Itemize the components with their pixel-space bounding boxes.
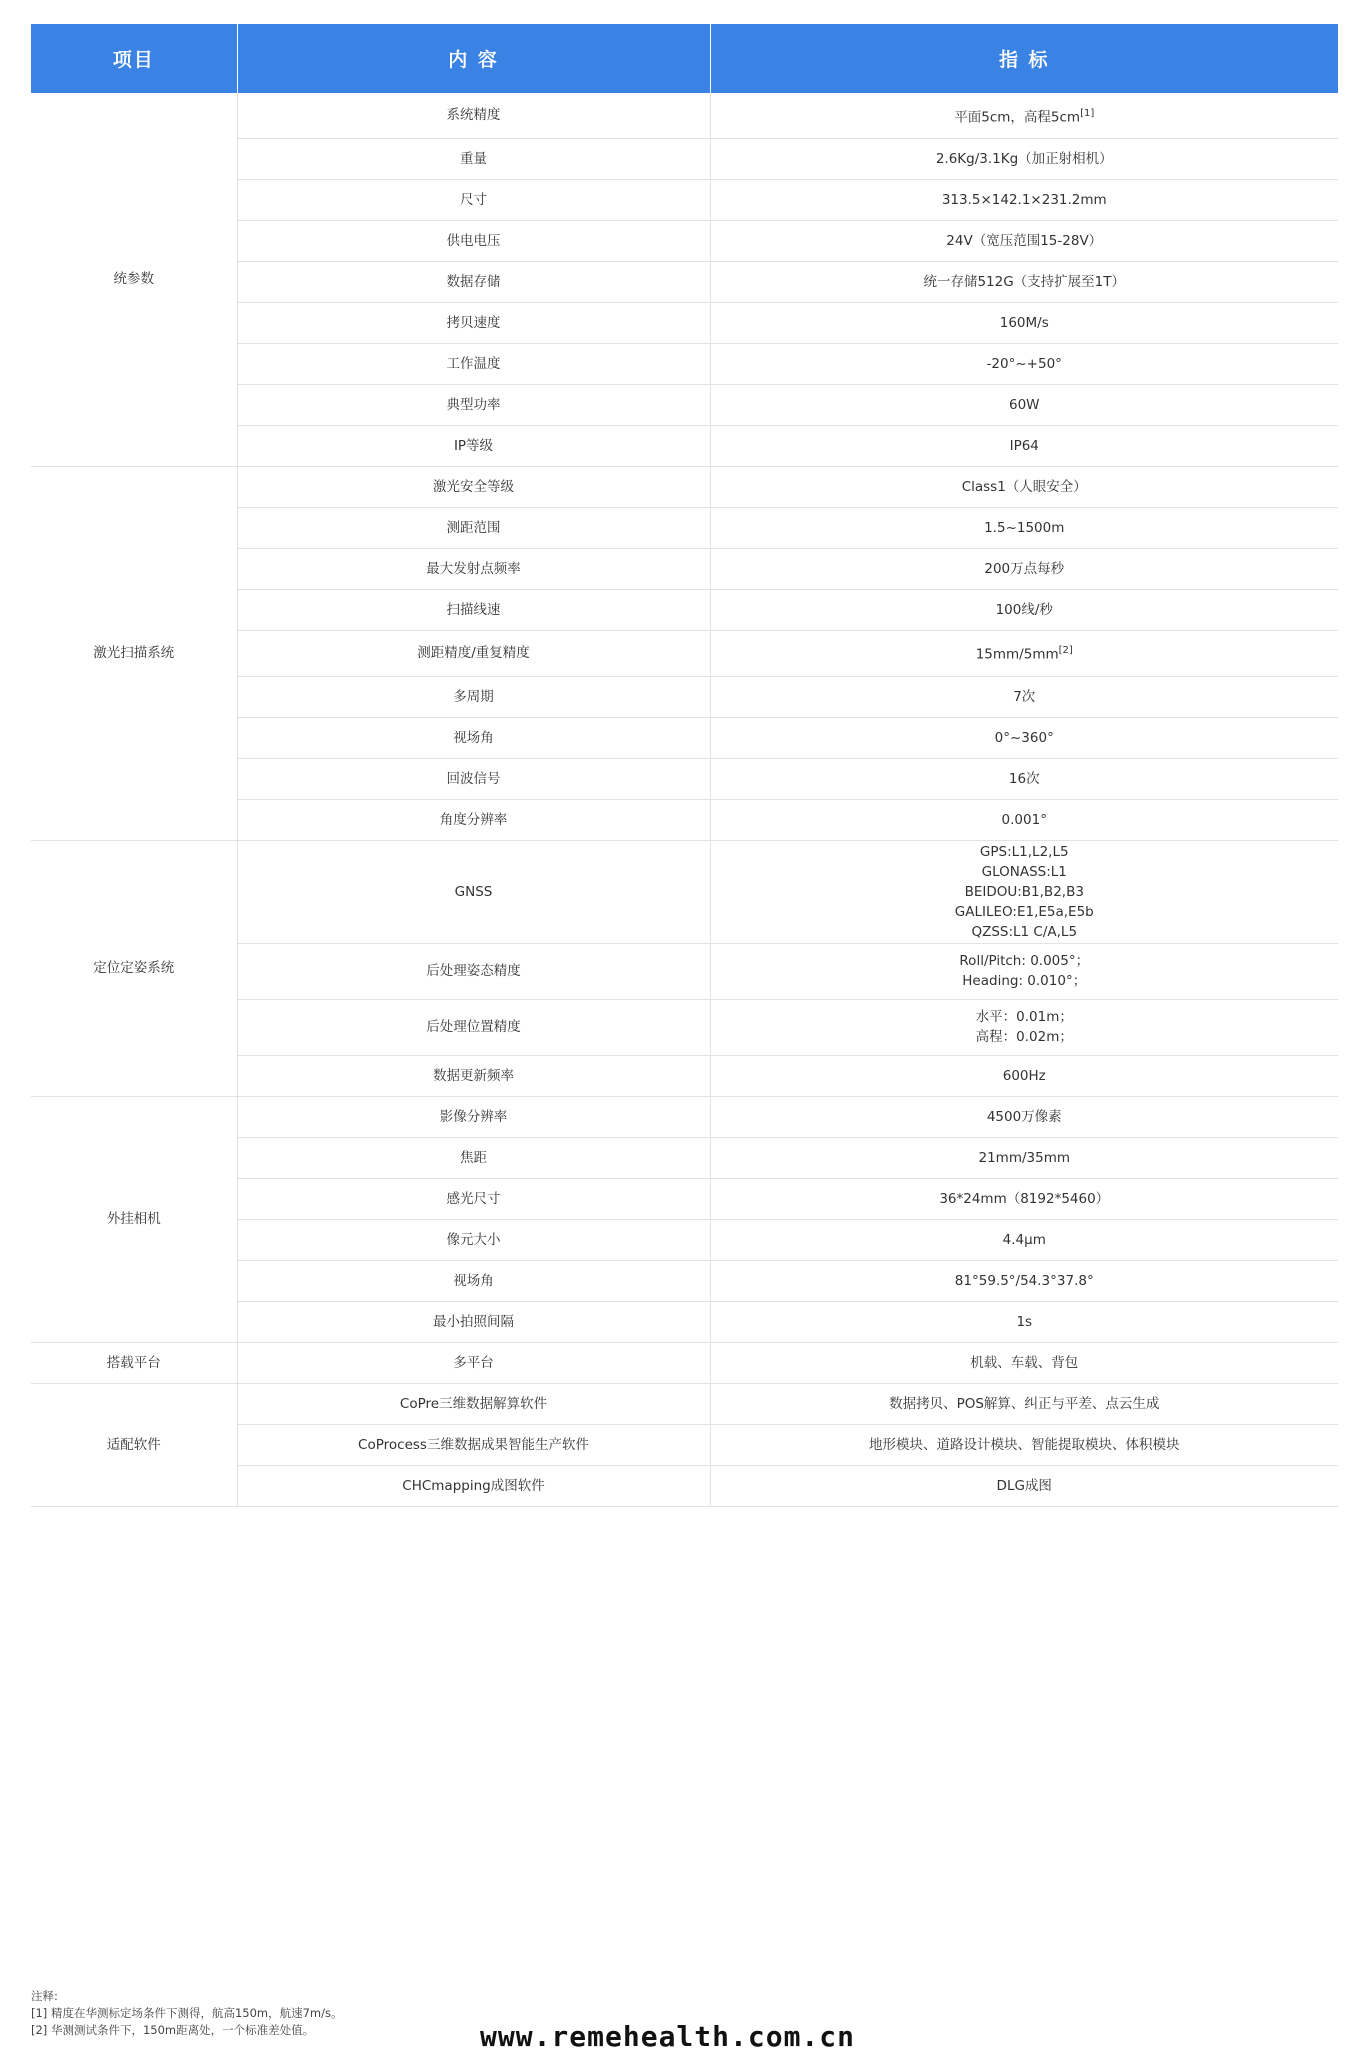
item-cell: 激光安全等级 [237, 466, 710, 507]
value-line: 高程：0.02m； [975, 1029, 1073, 1045]
value-text: 24V（宽压范围15-28V） [946, 232, 1103, 249]
item-cell: 数据更新频率 [237, 1055, 710, 1096]
value-cell [710, 840, 1338, 943]
value-text: 1s [1016, 1313, 1033, 1330]
footnotes [31, 1988, 342, 2039]
category-cell: 搭载平台 [31, 1342, 237, 1383]
value-cell [710, 466, 1338, 507]
value-text: 数据拷贝、POS解算、纠正与平差、点云生成 [889, 1395, 1160, 1412]
value-cell [710, 343, 1338, 384]
item-cell: 焦距 [237, 1137, 710, 1178]
item-cell: 最大发射点频率 [237, 548, 710, 589]
header-indicator: 指 标 [710, 24, 1338, 93]
item-cell: 典型功率 [237, 384, 710, 425]
value-text: 313.5×142.1×231.2mm [941, 191, 1107, 208]
value-cell [710, 179, 1338, 220]
value-text: Class1（人眼安全） [961, 478, 1087, 495]
item-cell: 回波信号 [237, 758, 710, 799]
value-cell [710, 507, 1338, 548]
table-row [31, 1383, 1338, 1424]
value-text: 统一存储512G（支持扩展至1T） [923, 273, 1126, 290]
value-line: GALILEO:E1,E5a,E5b [954, 903, 1094, 920]
value-cell [710, 1260, 1338, 1301]
value-cell [710, 1301, 1338, 1342]
value-cell [710, 1178, 1338, 1219]
item-cell: 系统精度 [237, 93, 710, 138]
table-row [31, 1342, 1338, 1383]
item-cell: 工作温度 [237, 343, 710, 384]
value-cell [710, 1424, 1338, 1465]
value-cell [710, 1096, 1338, 1137]
spec-table [31, 24, 1338, 1507]
value-line: BEIDOU:B1,B2,B3 [964, 883, 1084, 900]
value-text: 160M/s [999, 314, 1049, 331]
item-cell: 后处理位置精度 [237, 999, 710, 1055]
item-cell: 重量 [237, 138, 710, 179]
value-cell [710, 220, 1338, 261]
value-line: GLONASS:L1 [981, 863, 1067, 880]
table-row [31, 1096, 1338, 1137]
value-cell [710, 93, 1338, 138]
value-text: 60W [1008, 396, 1040, 413]
value-cell [710, 676, 1338, 717]
value-line: Roll/Pitch: 0.005°； [959, 953, 1090, 969]
value-text: IP64 [1009, 437, 1039, 454]
footnote-ref: [1] [1080, 107, 1095, 119]
item-cell: CoProcess三维数据成果智能生产软件 [237, 1424, 710, 1465]
value-text: -20°~+50° [986, 355, 1062, 372]
item-cell: 供电电压 [237, 220, 710, 261]
footnotes-title: 注释: [31, 1989, 58, 2003]
category-cell: 统参数 [31, 93, 237, 466]
value-text: 0.001° [1001, 811, 1047, 828]
value-text: 100线/秒 [995, 601, 1053, 618]
category-cell: 定位定姿系统 [31, 840, 237, 1096]
item-cell: 最小拍照间隔 [237, 1301, 710, 1342]
value-line: Heading: 0.010°； [962, 973, 1087, 989]
value-cell [710, 630, 1338, 676]
value-text: 4.4μm [1002, 1231, 1046, 1248]
item-cell: 影像分辨率 [237, 1096, 710, 1137]
value-text: 36*24mm（8192*5460） [939, 1190, 1110, 1207]
value-text: 7次 [1013, 688, 1036, 705]
value-cell [710, 1465, 1338, 1506]
value-cell [710, 138, 1338, 179]
value-text: 200万点每秒 [984, 560, 1065, 577]
table-row [31, 466, 1338, 507]
table-row [31, 93, 1338, 138]
footnote-2: [2] 华测测试条件下，150m距离处，一个标准差处值。 [31, 2023, 315, 2037]
value-text: 16次 [1008, 770, 1040, 787]
item-cell: 角度分辨率 [237, 799, 710, 840]
header-row [31, 24, 1338, 93]
item-cell: GNSS [237, 840, 710, 943]
value-cell [710, 302, 1338, 343]
value-cell [710, 717, 1338, 758]
value-cell [710, 999, 1338, 1055]
value-cell [710, 1055, 1338, 1096]
header-category: 项目 [31, 24, 237, 93]
value-text: 81°59.5°/54.3°37.8° [954, 1272, 1094, 1289]
footnote-ref: [2] [1058, 645, 1073, 657]
value-text: 1.5~1500m [984, 519, 1065, 536]
table-row [31, 840, 1338, 943]
value-cell [710, 1342, 1338, 1383]
item-cell: 测距精度/重复精度 [237, 630, 710, 676]
item-cell: 后处理姿态精度 [237, 943, 710, 999]
value-text: 平面5cm，高程5cm [954, 109, 1081, 125]
item-cell: 视场角 [237, 1260, 710, 1301]
item-cell: 视场角 [237, 717, 710, 758]
value-text: 4500万像素 [986, 1108, 1062, 1125]
category-cell: 适配软件 [31, 1383, 237, 1506]
value-text: 15mm/5mm [975, 646, 1059, 663]
item-cell: 尺寸 [237, 179, 710, 220]
value-line: 水平：0.01m； [975, 1009, 1073, 1025]
value-text: 2.6Kg/3.1Kg（加正射相机） [935, 150, 1113, 167]
item-cell: CHCmapping成图软件 [237, 1465, 710, 1506]
category-cell: 激光扫描系统 [31, 466, 237, 840]
item-cell: 扫描线速 [237, 589, 710, 630]
category-cell: 外挂相机 [31, 1096, 237, 1342]
value-text: DLG成图 [996, 1477, 1052, 1494]
value-line: GPS:L1,L2,L5 [979, 843, 1069, 860]
item-cell: 像元大小 [237, 1219, 710, 1260]
watermark-url: www.remehealth.com.cn [480, 2020, 856, 2053]
item-cell: 拷贝速度 [237, 302, 710, 343]
value-line: QZSS:L1 C/A,L5 [971, 923, 1078, 940]
value-cell [710, 799, 1338, 840]
value-cell [710, 1137, 1338, 1178]
value-text: 0°~360° [994, 729, 1054, 746]
item-cell: 多平台 [237, 1342, 710, 1383]
value-text: 机载、车载、背包 [970, 1354, 1079, 1371]
item-cell: 测距范围 [237, 507, 710, 548]
header-content: 内 容 [237, 24, 710, 93]
footnote-1: [1] 精度在华测标定场条件下测得，航高150m，航速7m/s。 [31, 2006, 343, 2020]
value-cell [710, 261, 1338, 302]
value-cell [710, 943, 1338, 999]
value-cell [710, 425, 1338, 466]
item-cell: CoPre三维数据解算软件 [237, 1383, 710, 1424]
value-cell [710, 384, 1338, 425]
value-cell [710, 1219, 1338, 1260]
value-cell [710, 758, 1338, 799]
value-text: 21mm/35mm [978, 1149, 1070, 1166]
value-cell [710, 1383, 1338, 1424]
value-cell [710, 548, 1338, 589]
item-cell: 数据存储 [237, 261, 710, 302]
item-cell: IP等级 [237, 425, 710, 466]
item-cell: 感光尺寸 [237, 1178, 710, 1219]
value-text: 600Hz [1002, 1067, 1046, 1084]
value-cell [710, 589, 1338, 630]
value-text: 地形模块、道路设计模块、智能提取模块、体积模块 [869, 1436, 1180, 1453]
item-cell: 多周期 [237, 676, 710, 717]
